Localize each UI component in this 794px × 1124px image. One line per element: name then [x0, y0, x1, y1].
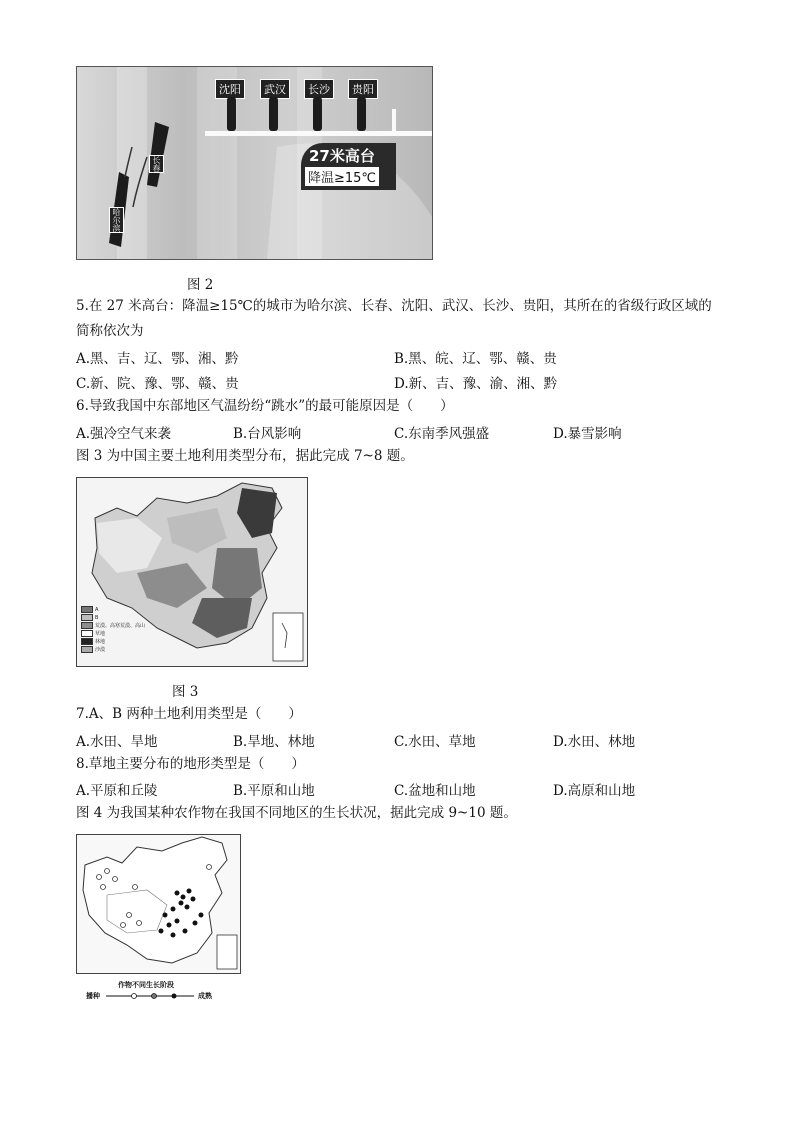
q8-stem: 8.草地主要分布的地形类型是（ ）: [76, 756, 305, 772]
q6-option-a: A.强冷空气来袭: [76, 426, 172, 442]
q5-option-d: D.新、吉、豫、渝、湘、黔: [394, 376, 558, 392]
q5-option-c: C.新、院、豫、鄂、赣、贵: [76, 376, 239, 392]
city-label-guiyang: 贵阳: [348, 79, 378, 99]
diver-label-harbin: 哈尔滨: [109, 207, 124, 233]
legend-grassland: 草地: [81, 630, 105, 637]
legend-maturity: 成熟: [198, 992, 212, 1000]
figure-2-image: [76, 66, 433, 260]
q7-option-c: C.水田、草地: [394, 734, 476, 750]
q7-option-a: A.水田、旱地: [76, 734, 158, 750]
legend-sowing: 播种: [86, 992, 100, 1000]
figure-3-caption: 图 3: [172, 684, 199, 700]
legend-sand: 沙漠: [81, 646, 105, 653]
board-subtitle: 降温≥15℃: [305, 167, 379, 186]
q8-option-b: B.平原和山地: [233, 783, 315, 799]
figure-4-map: [76, 834, 241, 974]
q8-option-d: D.高原和山地: [553, 783, 636, 799]
legend-desert-alpine: 荒漠、高寒荒漠、高山: [81, 622, 145, 629]
q6-stem: 6.导致我国中东部地区气温纷纷“跳水”的最可能原因是（ ）: [76, 398, 454, 414]
growth-stage-scale: [106, 992, 196, 1000]
figure-4-legend-title: 作物不同生长阶段: [118, 981, 174, 989]
q5-option-a: A.黑、吉、辽、鄂、湘、黔: [76, 351, 239, 367]
intro-figure-3: 图 3 为中国主要土地利用类型分布，据此完成 7~8 题。: [76, 448, 414, 464]
intro-figure-4: 图 4 为我国某种农作物在我国不同地区的生长状况，据此完成 9~10 题。: [76, 805, 517, 821]
china-crop-map: [77, 835, 240, 973]
height-board: [301, 143, 396, 190]
q6-option-d: D.暴雪影响: [553, 426, 622, 442]
q8-option-a: A.平原和丘陵: [76, 783, 158, 799]
legend-b: B: [81, 614, 98, 621]
q6-option-c: C.东南季风强盛: [394, 426, 490, 442]
figure-3-map: [76, 477, 308, 667]
q7-option-d: D.水田、林地: [553, 734, 636, 750]
q7-option-b: B.旱地、林地: [233, 734, 315, 750]
figure-2-caption: 图 2: [187, 277, 214, 293]
figure-4-legend: [86, 991, 226, 1001]
legend-a: A: [81, 606, 98, 613]
china-land-use-map: [77, 478, 307, 666]
q6-option-b: B.台风影响: [233, 426, 302, 442]
city-label-wuhan: 武汉: [260, 79, 290, 99]
diver-label-changchun: 长春: [149, 155, 164, 173]
q5-option-b: B.黑、皖、辽、鄂、赣、贵: [394, 351, 557, 367]
q5-stem-line2: 简称依次为: [76, 323, 144, 339]
board-title: 27米高台: [309, 147, 375, 165]
q5-stem-line1: 5.在 27 米高台：降温≥15℃的城市为哈尔滨、长春、沈阳、武汉、长沙、贵阳，其所在的省级行政区域的: [76, 298, 712, 314]
city-label-changsha: 长沙: [304, 79, 334, 99]
city-label-shenyang: 沈阳: [215, 79, 245, 99]
legend-forest: 林地: [81, 638, 105, 645]
q8-option-c: C.盆地和山地: [394, 783, 476, 799]
q7-stem: 7.A、B 两种土地利用类型是（ ）: [76, 706, 302, 722]
